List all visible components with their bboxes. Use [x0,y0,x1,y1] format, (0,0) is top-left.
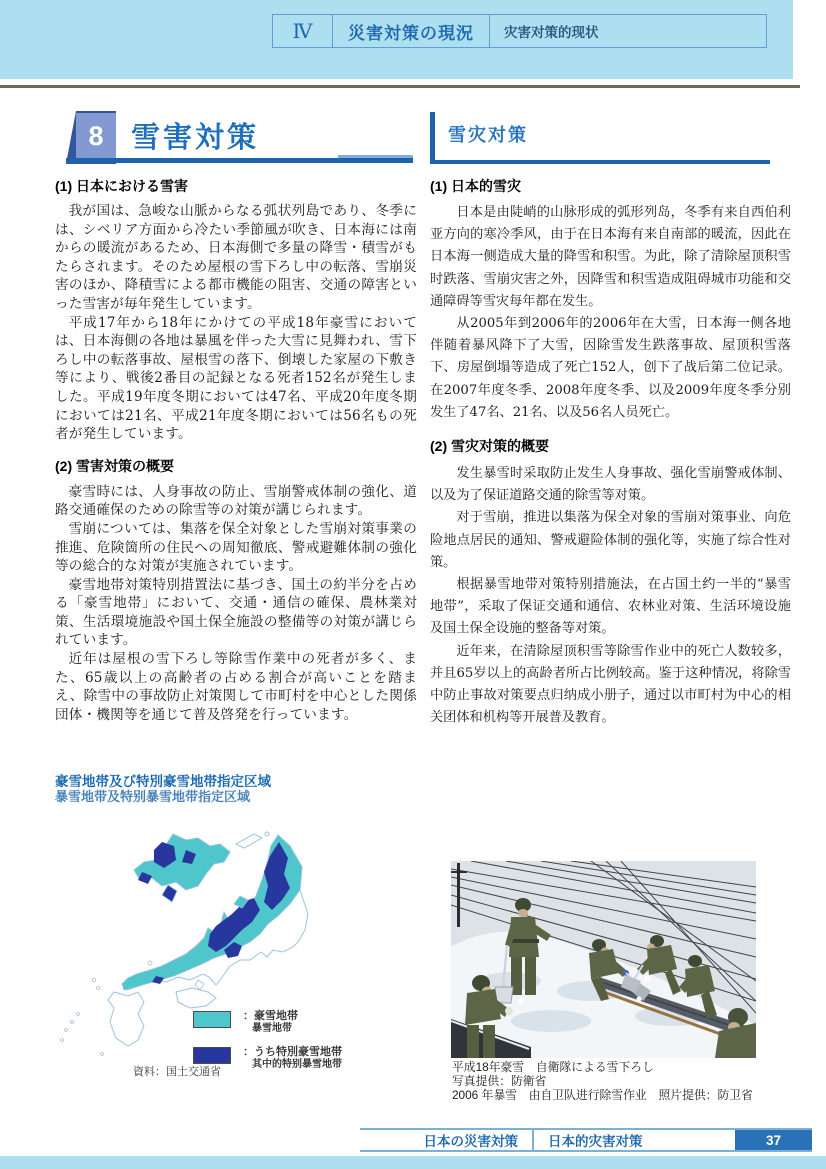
section-underline-zh [430,160,770,164]
legend-label-ja: ：豪雪地帯 [243,1010,298,1022]
ja-paragraph: 豪雪時には、人身事故の防止、雪崩警戒体制の強化、道路交通確保のための除雪等の対策が講じられます。 [55,483,417,519]
japanese-column [55,176,417,724]
photo-caption-ja: 平成18年豪雪 自衛隊による雪下ろし [452,1060,654,1074]
section-title-zh: 雪灾对策 [448,125,528,145]
chapter-title-ja: 災害対策の現況 [333,15,490,47]
map-source: 資料：国土交通省 [133,1066,221,1078]
section-underline-ja-accent [338,155,413,158]
legend-label-zh: 其中的特别暴雪地带 [252,1059,342,1070]
zh-paragraph: 从2005年到2006年的2006年在大雪，日本海一侧各地伴随着暴风降下了大雪，因除雪发生跌落事故、屋顶积雪落下、房屋倒塌等造成了死亡152人，创下了战后第二位记录。在2007年度冬季、2008年度冬季、以及2009年度冬季分别发生了47名、21名、以及56名人员死亡。 [430,316,791,420]
ja-paragraph: 近年は屋根の雪下ろし等除雪作業中の死者が多く、また、65歳以上の高齢者の占める割合が高いことを踏まえ、除雪中の事故防止対策関して市町村を中心とした関係団体・機関等を通じて普及啓発を行っています。 [55,651,417,723]
special-heavy-snow-swatch [193,1047,231,1064]
chinese-column [430,176,791,729]
chapter-number: Ⅳ [273,15,333,47]
snow-removal-photo-svg [451,861,756,1058]
ja-paragraph: 雪崩については、集落を保全対象とした雪崩対策事業の推進、危険箇所の住民への周知徹底、警戒避難体制の強化等の総合的な対策が実施されています。 [55,520,417,575]
ja-paragraph: 平成17年から18年にかけての平成18年豪雪においては、日本海側の各地は暴風を伴った大雪に見舞われ、雪下ろし中の転落事故、屋根雪の落下、倒壊した家屋の下敷き等により、戦後2番目の記録となる死者152名が発生しました。平成19年度冬期においては47名、平成20年度冬期においては21名、平成21年度冬期においては56名もの死者が発生しています。 [55,314,417,443]
section-sidebar-zh [430,112,435,164]
legend-row-heavy-snow [193,1010,408,1035]
footer-title-ja: 日本の災害対策 [423,1134,518,1149]
zh-subheading-1: (1) 日本的雪灾 [430,178,521,194]
section-underline-ja [66,158,413,163]
photo-captions [452,1061,792,1102]
ja-paragraph: 我が国は、急峻な山脈からなる弧状列島であり、冬季には、シベリア方面から冷たい季節風が吹き、日本海には南からの暖流があるため、日本海側で多量の降雪・積雪がもたらされます。そのため屋根の雪下ろし中の転落、雪崩災害のほか、降積雪による都市機能の阻害、交通の障害といった雪害が毎年発生しています。 [55,203,417,312]
photo-caption-zh: 2006 年暴雪 由自卫队进行除雪作业 照片提供：防卫省 [452,1087,753,1102]
heavy-snow-swatch [193,1011,231,1028]
zh-paragraph: 日本是由陡峭的山脉形成的弧形列岛，冬季有来自西伯利亚方向的寒冷季风，由于在日本海有来自南部的暖流，因此在日本海一侧造成大量的降雪和积雪。为此，除了清除屋顶积雪时跌落、雪崩灾害之外，因降雪和积雪造成阻碍城市功能和交通障碍等雪灾每年都在发生。 [430,205,791,309]
legend-label-ja: ：うち特別豪雪地帯 [243,1046,342,1058]
chapter-title-zh: 灾害对策的现状 [504,25,599,40]
badge-number: 8 [76,113,116,159]
map-title-ja: 豪雪地帯及び特別豪雪地帯指定区域 [55,774,271,789]
legend-row-special-heavy-snow [193,1046,408,1071]
section-number-badge [66,111,116,164]
zh-paragraph: 发生暴雪时采取防止发生人身事故、强化雪崩警戒体制、以及为了保证道路交通的除雪等对策。 [430,466,791,504]
map-title-zh: 暴雪地带及特别暴雪地带指定区域 [55,789,251,804]
ja-subheading-1: (1) 日本における雪害 [55,178,188,194]
page-footer [360,1128,812,1152]
page-number: 37 [735,1130,812,1150]
bottom-band [0,1156,826,1169]
ja-paragraph: 豪雪地帯対策特別措置法に基づき、国土の約半分を占める「豪雪地帯」において、交通・通信の確保、農林業対策、生活環境施設や国土保全施設の整備等の対策が講じられています。 [55,576,417,649]
zh-paragraph: 近年来，在清除屋顶积雪等除雪作业中的死亡人数较多，并且65岁以上的高龄者所占比例较高。鉴于这种情况，将除雪中防止事故对策要点归纳成小册子，通过以市町村为中心的相关团体和机构等开展普及教育。 [430,643,791,726]
zh-paragraph: 根据暴雪地带对策特别措施法，在占国土约一半的“暴雪地带”，采取了保证交通和通信、农林业对策、生活环境设施及国土保全设施的整备等对策。 [430,577,791,637]
section-title-ja: 雪害対策 [131,122,260,154]
ja-subheading-2: (2) 雪害対策の概要 [55,457,174,474]
footer-title-zh: 日本的灾害对策 [548,1134,643,1149]
zh-subheading-2: (2) 雪灾对策的概要 [430,438,549,455]
map-legend [193,1010,408,1082]
zh-paragraph: 对于雪崩，推进以集落为保全对象的雪崩对策事业、向危险地点居民的通知、警戒避险体制的强化等，实施了综合性对策。 [430,510,791,570]
photo-credit-ja: 写真提供：防衛省 [452,1073,547,1088]
chapter-header [272,14,767,48]
snow-removal-photo [451,861,756,1058]
header-divider-rule [0,85,800,88]
legend-label-zh: 暴雪地带 [252,1023,292,1034]
top-band [0,0,793,79]
